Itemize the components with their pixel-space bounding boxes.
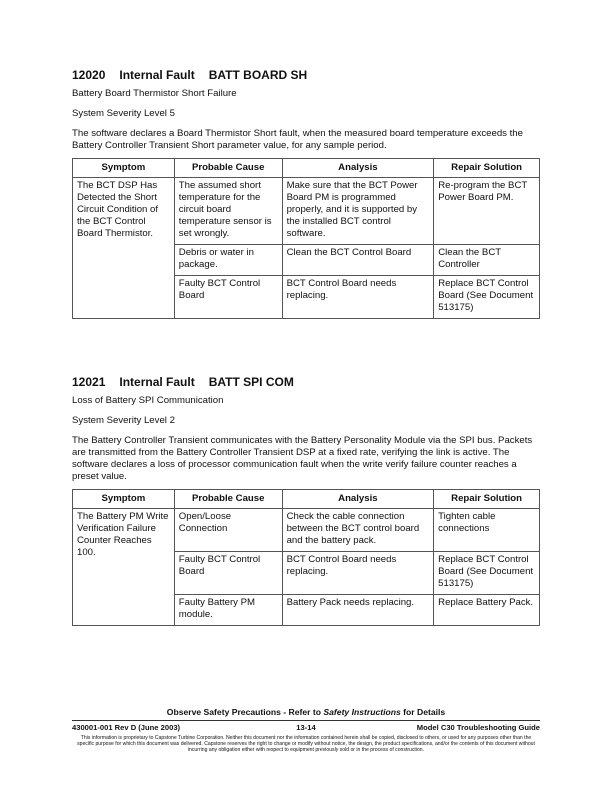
table-header-row <box>73 490 540 509</box>
solution-cell: Replace BCT Control Board (See Document 513175) <box>434 552 540 595</box>
cause-cell: Faulty BCT Control Board <box>174 276 282 319</box>
fault-category: Internal Fault <box>119 375 195 389</box>
solution-cell: Clean the BCT Controller <box>434 245 540 276</box>
analysis-cell: Clean the BCT Control Board <box>282 245 434 276</box>
cause-cell: Open/Loose Connection <box>174 509 282 552</box>
table-header-row <box>73 159 540 178</box>
fault-section-12021 <box>72 375 540 626</box>
fault-code: 12020 <box>72 68 106 82</box>
safety-suffix: for Details <box>400 707 446 717</box>
analysis-cell: Battery Pack needs replacing. <box>282 595 434 626</box>
symptom-cell: The BCT DSP Has Detected the Short Circuit Condition of the BCT Control Board Thermistor. <box>73 178 175 319</box>
header-symptom: Symptom <box>73 159 175 178</box>
safety-notice <box>72 707 540 717</box>
troubleshooting-table <box>72 489 540 626</box>
fault-category: Internal Fault <box>119 68 195 82</box>
symptom-cell: The Battery PM Write Verification Failure Counter Reaches 100. <box>73 509 175 626</box>
footer-divider <box>72 720 540 721</box>
cause-cell: The assumed short temperature for the circuit board temperature sensor is set wrongly. <box>174 178 282 245</box>
fault-section-12020 <box>72 68 540 319</box>
fault-name: BATT BOARD SH <box>208 68 308 82</box>
safety-instructions-reference: Safety Instructions <box>323 707 401 717</box>
fault-name: BATT SPI COM <box>208 375 294 389</box>
table-row <box>73 509 540 552</box>
header-analysis: Analysis <box>282 490 434 509</box>
page-number: 13-14 <box>296 723 316 732</box>
cause-cell: Faulty BCT Control Board <box>174 552 282 595</box>
proprietary-notice: This information is proprietary to Capstone Turbine Corporation. Neither this document nor the information contained herein shall be copied, disclosed to others, or used for any purposes other than the specific purpose for which this document was delivered. Capstone reserves the right to change or modify without notice, the design, the product specifications, and/or the contents of this document without incurring any obligation either with respect to equipment previously sold or in the process of construction. <box>77 735 535 754</box>
troubleshooting-table <box>72 158 540 319</box>
cause-cell: Debris or water in package. <box>174 245 282 276</box>
header-analysis: Analysis <box>282 159 434 178</box>
analysis-cell: BCT Control Board needs replacing. <box>282 276 434 319</box>
solution-cell: Re-program the BCT Power Board PM. <box>434 178 540 245</box>
fault-subtitle: Loss of Battery SPI Communication <box>72 395 224 406</box>
fault-heading <box>72 68 540 82</box>
header-probable-cause: Probable Cause <box>174 159 282 178</box>
severity-level: System Severity Level 5 <box>72 108 175 119</box>
solution-cell: Replace Battery Pack. <box>434 595 540 626</box>
fault-subtitle: Battery Board Thermistor Short Failure <box>72 88 237 99</box>
header-probable-cause: Probable Cause <box>174 490 282 509</box>
table-row <box>73 178 540 245</box>
document-number: 430001-001 Rev D (June 2003) <box>72 723 181 732</box>
analysis-cell: Make sure that the BCT Power Board PM is programmed properly, and it is supported by the installed BCT control software. <box>282 178 434 245</box>
analysis-cell: Check the cable connection between the BCT control board and the battery pack. <box>282 509 434 552</box>
fault-description: The Battery Controller Transient communicates with the Battery Personality Module via the SPI bus. Packets are transmitted from the Battery Controller Transient DSP at a fixed rate, verifying the link is active. The software declares a loss of processor communication fault when the write verify failure counter reaches a preset value. <box>72 435 533 482</box>
severity-level: System Severity Level 2 <box>72 415 175 426</box>
fault-description: The software declares a Board Thermistor Short fault, when the measured board temperature exceeds the Battery Controller Transient Short parameter value, for any sample period. <box>72 128 523 151</box>
solution-cell: Tighten cable connections <box>434 509 540 552</box>
fault-heading <box>72 375 540 389</box>
header-symptom: Symptom <box>73 490 175 509</box>
solution-cell: Replace BCT Control Board (See Document 513175) <box>434 276 540 319</box>
fault-code: 12021 <box>72 375 106 389</box>
analysis-cell: BCT Control Board needs replacing. <box>282 552 434 595</box>
header-repair-solution: Repair Solution <box>434 159 540 178</box>
header-repair-solution: Repair Solution <box>434 490 540 509</box>
cause-cell: Faulty Battery PM module. <box>174 595 282 626</box>
manual-title: Model C30 Troubleshooting Guide <box>416 723 540 732</box>
safety-prefix: Observe Safety Precautions - Refer to <box>166 707 324 717</box>
